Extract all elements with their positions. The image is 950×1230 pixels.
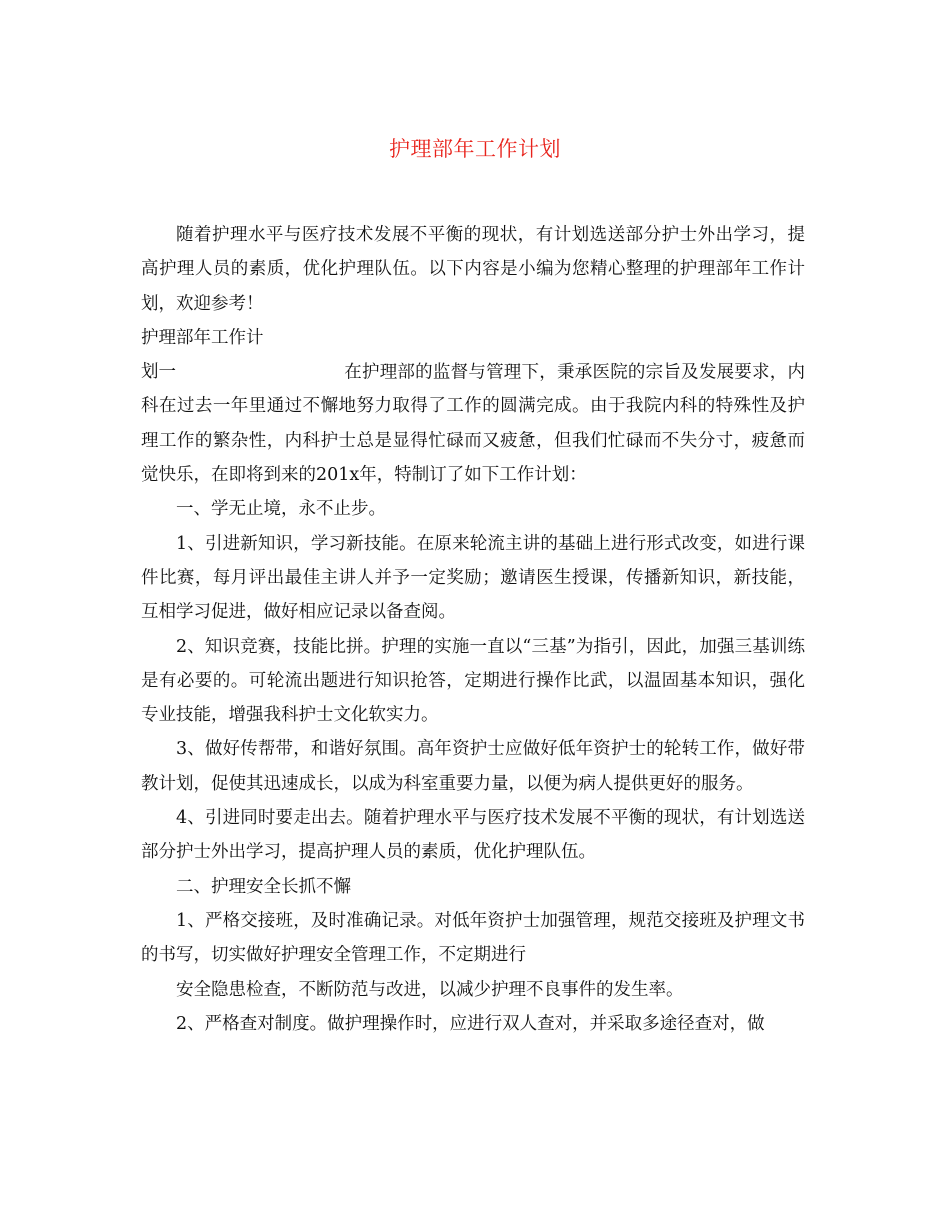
plan-one-intro: 在护理部的监督与管理下，秉承医院的宗旨及发展要求，内科在过去一年里通过不懈地努力取得了工作的圆满完成。由于我院内科的特殊性及护理工作的繁杂性，内科护士总是显得忙碌而又疲惫，但我们忙碌而不失分寸，疲惫而觉快乐，在即将到来的201x年，特制订了如下工作计划： (141, 362, 805, 486)
section-two-title: 二、护理安全长抓不懈 (176, 876, 351, 897)
document-body (141, 218, 805, 1041)
item-2-2: 2、严格查对制度。做护理操作时，应进行双人查对，并采取多途径查对，做 (176, 1013, 765, 1034)
item-1-4: 4、引进同时要走出去。随着护理水平与医疗技术发展不平衡的现状，有计划选送部分护士外出学习，提高护理人员的素质，优化护理队伍。 (141, 808, 805, 863)
item-2-1: 1、严格交接班，及时准确记录。对低年资护士加强管理，规范交接班及护理文书的书写，切实做好护理安全管理工作，不定期进行 (141, 910, 805, 966)
intro-paragraph: 随着护理水平与医疗技术发展不平衡的现状，有计划选送部分护士外出学习，提高护理人员的素质，优化护理队伍。以下内容是小编为您精心整理的护理部年工作计划，欢迎参考！ (141, 225, 805, 314)
document-title: 护理部年工作计划 (389, 137, 561, 161)
section-one-title: 一、学无止境，永不止步。 (176, 499, 386, 520)
item-1-2: 2、知识竞赛，技能比拼。护理的实施一直以“三基”为指引，因此，加强三基训练是有必要的。可轮流出题进行知识抢答，定期进行操作比武，以温固基本知识，强化专业技能，增强我科护士文化软实力。 (141, 636, 805, 726)
item-1-3: 3、做好传帮带，和谐好氛围。高年资护士应做好低年资护士的轮转工作，做好带教计划，促使其迅速成长，以成为科室重要力量，以便为病人提供更好的服务。 (141, 739, 805, 794)
item-1-1: 1、引进新知识，学习新技能。在原来轮流主讲的基础上进行形式改变，如进行课件比赛，每月评出最佳主讲人并予一定奖励；邀请医生授课，传播新知识，新技能，互相学习促进，做好相应记录以备查阅。 (141, 533, 805, 623)
plan-one-paragraph (141, 321, 805, 492)
plan-one-heading: 护理部年工作计划一 (141, 327, 264, 383)
item-2-1-continued: 安全隐患检查，不断防范与改进，以减少护理不良事件的发生率。 (176, 979, 684, 1000)
